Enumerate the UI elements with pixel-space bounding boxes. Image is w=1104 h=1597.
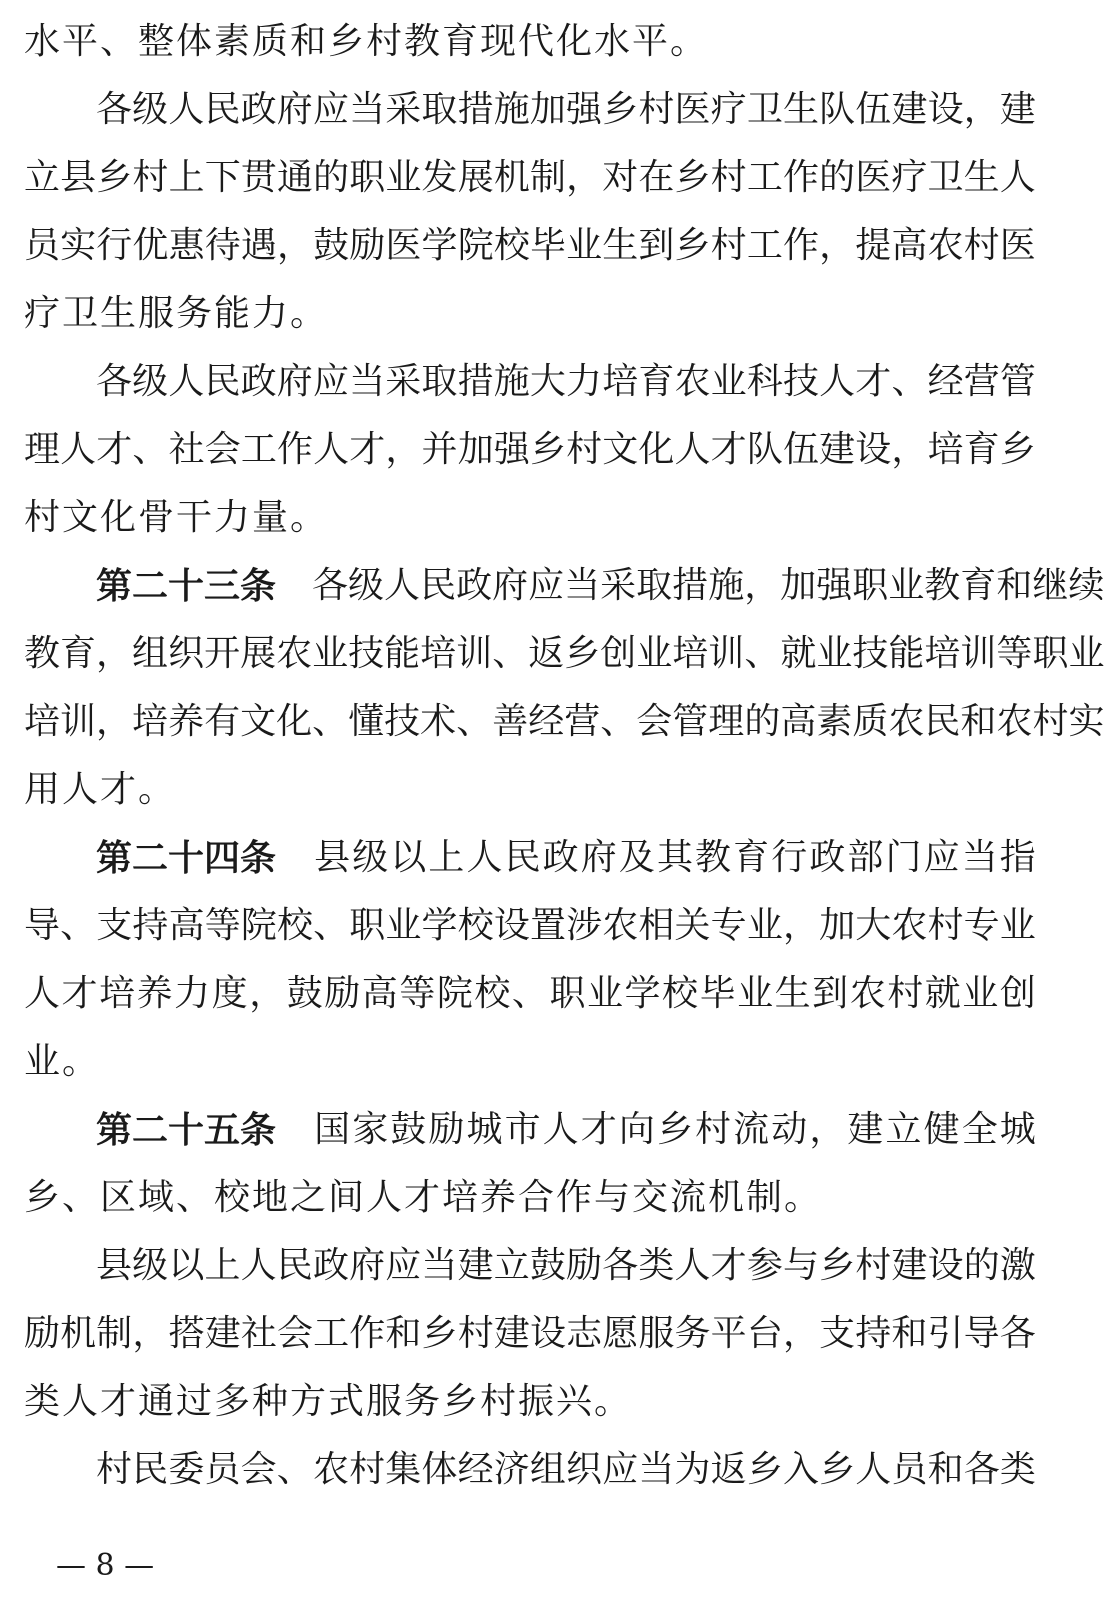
paragraph-line — [24, 1174, 822, 1222]
paragraph-line: 立 县 乡 村 上 下 贯 通 的 职 业 发 展 机 制 ， 对 在 乡 村 工 作 的 医 疗 卫 生 人 — [24, 157, 1036, 198]
paragraph-line: 人 才 培 养 力 度 ， 鼓 励 高 等 院 校 、 职 业 学 校 毕 业 生 到 农 村 就 业 创 — [24, 973, 1036, 1014]
paragraph-line — [24, 290, 328, 338]
paragraph-line — [24, 18, 708, 66]
article-heading: 第二十四条 — [96, 837, 277, 879]
line-text: 村文化骨干力量。 — [24, 497, 329, 538]
line-text: 用人才。 — [24, 769, 177, 810]
line-text: 疗卫生服务能力。 — [24, 293, 329, 334]
paragraph-line: 教 育 ， 组 织 开 展 农 业 技 能 培 训 、 返 乡 创 业 培 训 、 就 业 技 能 培 训 等 职 业 — [24, 633, 1104, 674]
article-heading: 第二十五条 — [96, 1109, 277, 1151]
line-text: 类人才通过多种方式服务乡村振兴。 — [24, 1381, 633, 1422]
line-text: 业。 — [24, 1041, 101, 1082]
paragraph-line: 村 民 委 员 会 、 农 村 集 体 经 济 组 织 应 当 为 返 乡 入 乡 人 员 和 各 类 — [96, 1449, 1036, 1490]
article-paragraph-line: 第二十三条 各 级 人 民 政 府 应 当 采 取 措 施 ， 加 强 职 业 教 育 和 继 续 — [96, 562, 1036, 610]
paragraph-line — [24, 1378, 632, 1426]
article-heading: 第二十三条 — [96, 565, 277, 607]
paragraph-line: 员 实 行 优 惠 待 遇 ， 鼓 励 医 学 院 校 毕 业 生 到 乡 村 工 作 ， 提 高 农 村 医 — [24, 225, 1036, 266]
paragraph-line — [24, 1038, 100, 1086]
article-paragraph-line: 第二十四条 县 级 以 上 人 民 政 府 及 其 教 育 行 政 部 门 应 当 指 — [96, 834, 1036, 882]
paragraph-line: 县 级 以 上 人 民 政 府 应 当 建 立 鼓 励 各 类 人 才 参 与 乡 村 建 设 的 激 — [96, 1245, 1036, 1286]
line-text: 乡、区域、校地之间人才培养合作与交流机制。 — [24, 1177, 823, 1218]
paragraph-line — [24, 766, 176, 814]
paragraph-line: 导 、 支 持 高 等 院 校 、 职 业 学 校 设 置 涉 农 相 关 专 业 ， 加 大 农 村 专 业 — [24, 905, 1036, 946]
line-text: 水平、整体素质和乡村教育现代化水平。 — [24, 21, 709, 62]
page-number: — 8 — — [56, 1548, 155, 1583]
paragraph-line: 各 级 人 民 政 府 应 当 采 取 措 施 大 力 培 育 农 业 科 技 人 才 、 经 营 管 — [96, 361, 1036, 402]
article-paragraph-line: 第二十五条 国 家 鼓 励 城 市 人 才 向 乡 村 流 动 ， 建 立 健 全 城 — [96, 1106, 1036, 1154]
paragraph-line — [24, 494, 328, 542]
paragraph-line: 各 级 人 民 政 府 应 当 采 取 措 施 加 强 乡 村 医 疗 卫 生 队 伍 建 设 ， 建 — [96, 89, 1036, 130]
paragraph-line: 理 人 才 、 社 会 工 作 人 才 ， 并 加 强 乡 村 文 化 人 才 队 伍 建 设 ， 培 育 乡 — [24, 429, 1036, 470]
paragraph-line: 培 训 ， 培 养 有 文 化 、 懂 技 术 、 善 经 营 、 会 管 理 的 高 素 质 农 民 和 农 村 实 — [24, 701, 1104, 742]
paragraph-line: 励 机 制 ， 搭 建 社 会 工 作 和 乡 村 建 设 志 愿 服 务 平 台 ， 支 持 和 引 导 各 — [24, 1313, 1036, 1354]
